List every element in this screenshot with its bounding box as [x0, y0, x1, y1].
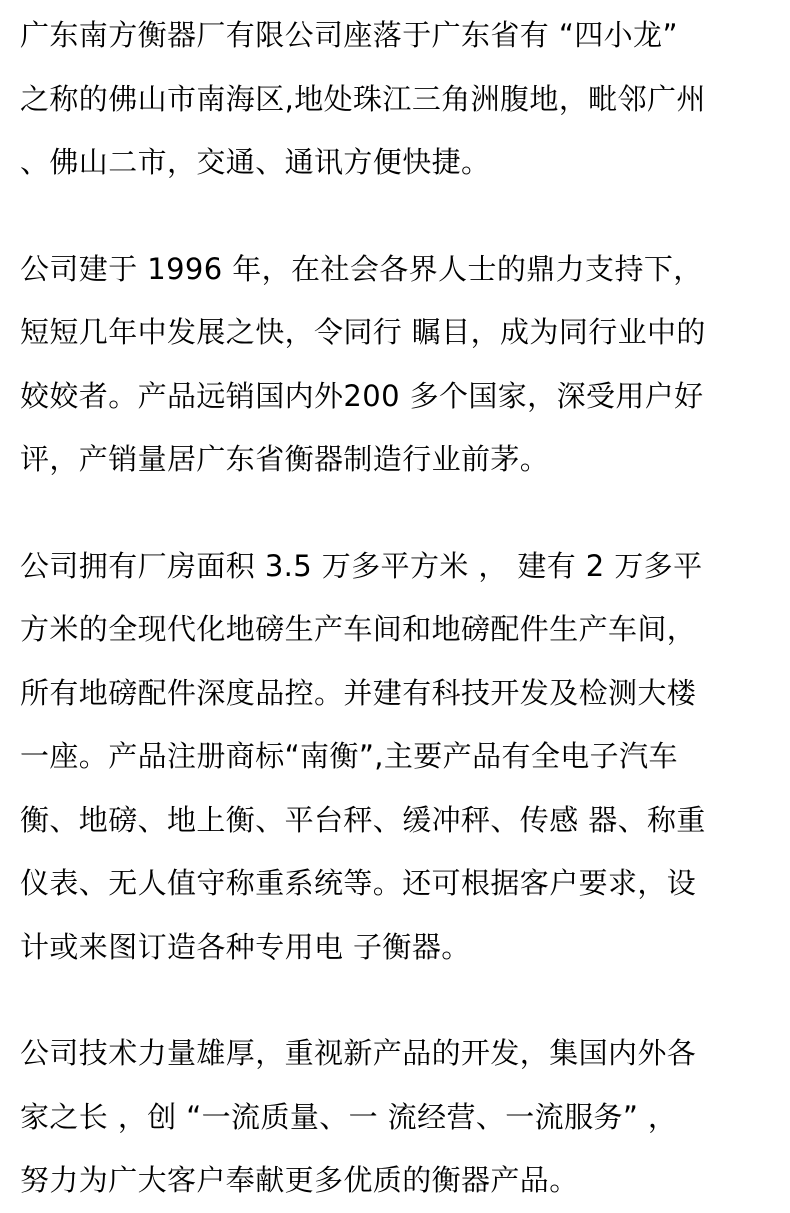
text-line: 努力为广大客户奉献更多优质的衡器产品。	[20, 1163, 579, 1197]
text-line: 之称的佛山市南海区,地处珠江三角洲腹地，毗邻广州	[20, 81, 706, 116]
text-line: 一座。产品注册商标“南衡”,主要产品有全电子汽车	[20, 739, 678, 773]
paragraph-history	[20, 238, 770, 492]
text-line: 评，产销量居广东省衡器制造行业前茅。	[20, 442, 550, 476]
paragraph-technology	[20, 1022, 770, 1213]
text-line: 公司拥有厂房面积 3.5 万多平方米 ， 建有 2 万多平	[20, 548, 703, 583]
text-line: 仪表、无人值守称重系统等。还可根据客户要求，设	[20, 866, 697, 900]
text-line: 短短几年中发展之快，令同行 瞩目，成为同行业中的	[20, 315, 706, 349]
paragraph-location	[20, 4, 770, 195]
paragraph-facilities-products	[20, 535, 770, 980]
text-line: 公司建于 1996 年，在社会各界人士的鼎力支持下，	[20, 251, 703, 286]
text-line: 公司技术力量雄厚，重视新产品的开发，集国内外各	[20, 1036, 697, 1070]
text-line: 广东南方衡器厂有限公司座落于广东省有 “四小龙”	[20, 18, 678, 52]
text-line: 方米的全现代化地磅生产车间和地磅配件生产车间，	[20, 612, 697, 646]
text-line: 、佛山二市，交通、通讯方便快捷。	[20, 145, 491, 179]
text-line: 姣姣者。产品远销国内外200 多个国家，深受用户好	[20, 378, 704, 413]
text-line: 衡、地磅、地上衡、平台秤、缓冲秤、传感 器、称重	[20, 802, 706, 837]
text-line: 计或来图订造各种专用电 子衡器。	[20, 929, 471, 964]
text-line: 家之长 ，创 “一流质量、一 流经营、一流服务” ，	[20, 1099, 678, 1134]
text-line: 所有地磅配件深度品控。并建有科技开发及检测大楼	[20, 675, 697, 710]
